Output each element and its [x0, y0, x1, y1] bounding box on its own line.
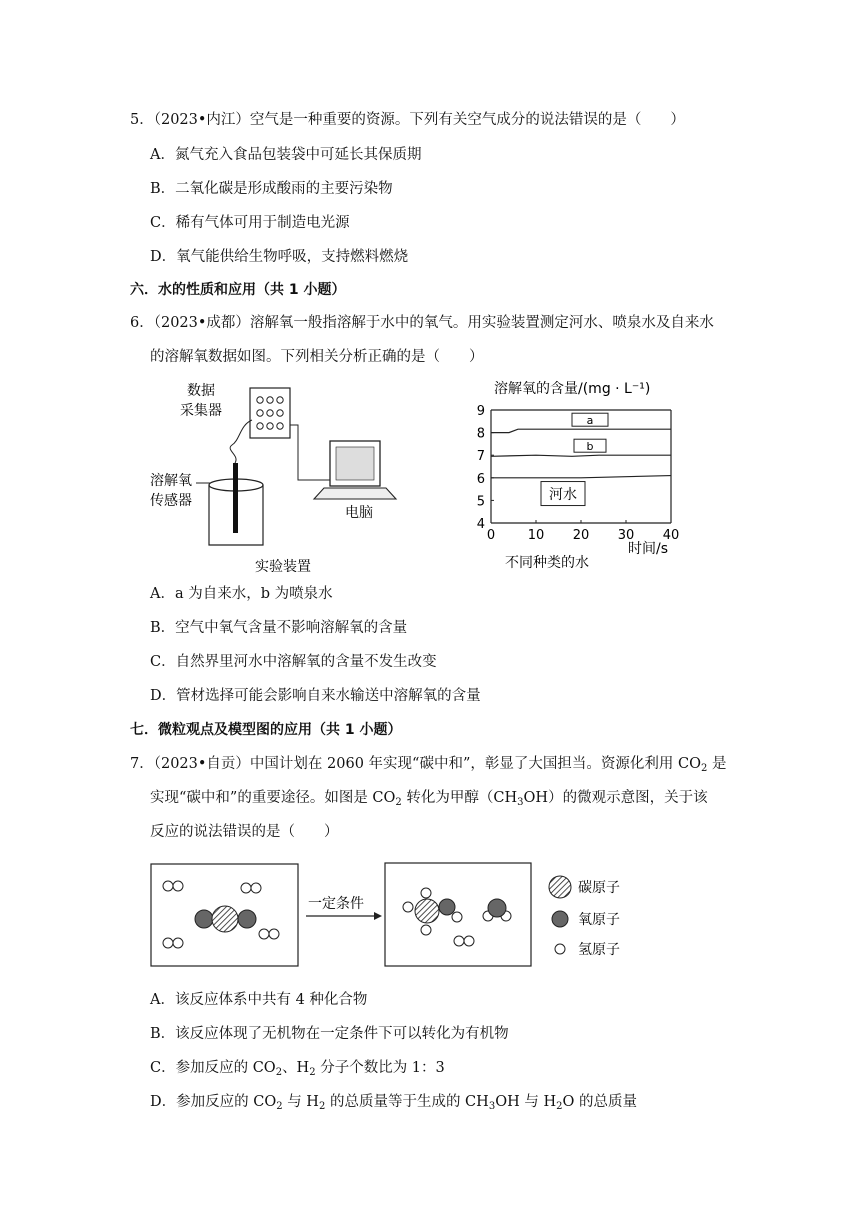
y-tick-label: 8	[476, 426, 485, 442]
q6-option-b: B．空气中氧气含量不影响溶解氧的含量	[150, 620, 408, 636]
dissolved-oxygen-chart	[470, 375, 700, 575]
reaction-arrow-head	[374, 912, 382, 920]
sensor-label-line1: 溶解氧	[150, 473, 192, 489]
chart-xlabel: 时间/s	[628, 541, 669, 557]
sensor-label-line2: 传感器	[150, 493, 192, 509]
q6-option-a: A．a 为自来水，b 为喷泉水	[150, 586, 333, 602]
hydrogen-atom-icon	[555, 944, 565, 954]
reaction-condition-label: 一定条件	[308, 896, 364, 912]
sensor-cable	[230, 420, 252, 463]
computer-cable	[290, 425, 330, 480]
series-line-2	[491, 476, 671, 478]
series-label-0: a	[586, 413, 594, 427]
section-6-heading: 六．水的性质和应用（共 1 小题）	[130, 282, 346, 298]
computer-label: 电脑	[345, 505, 373, 521]
q5-option-a: A．氮气充入食品包装袋中可延长其保质期	[150, 147, 422, 163]
x-tick-label: 10	[527, 528, 545, 543]
legend-oxygen-label: 氧原子	[578, 912, 620, 928]
q7-option-a: A．该反应体系中共有 4 种化合物	[150, 992, 368, 1008]
chart-series	[491, 429, 671, 478]
q5-stem: 5．（2023•内江）空气是一种重要的资源。下列有关空气成分的说法错误的是（ ）	[130, 112, 685, 128]
experiment-apparatus-figure	[140, 375, 430, 575]
series-label-2: 河水	[549, 486, 577, 503]
collector-label-line1: 数据	[187, 383, 215, 399]
q5-option-b: B．二氧化碳是形成酸雨的主要污染物	[150, 181, 393, 197]
q7-option-c: C．参加反应的 $CO_2$、$H_2$ 分子个数比为 1：3	[150, 1060, 445, 1078]
collector-buttons	[257, 397, 283, 429]
q7-stem-line1: 7．（2023•自贡）中国计划在 2060 年实现“碳中和”，彰显了大国担当。资源化利用 $CO_2$ 是	[130, 756, 727, 774]
oxygen-sensor-probe	[233, 463, 238, 533]
x-tick-label: 30	[617, 528, 635, 543]
oxygen-atom-icon	[552, 911, 568, 927]
apparatus-caption: 实验装置	[255, 559, 311, 575]
q5-option-c: C．稀有气体可用于制造电光源	[150, 215, 350, 231]
x-tick-label: 20	[572, 528, 590, 543]
q7-stem-line2: 实现“碳中和”的重要途径。如图是 $CO_2$ 转化为甲醇$(CH_3OH)$的微观示意图，关于该	[150, 790, 708, 808]
series-line-1	[491, 455, 671, 456]
q6-option-c: C．自然界里河水中溶解氧的含量不发生改变	[150, 654, 437, 670]
q7-option-b: B．该反应体现了无机物在一定条件下可以转化为有机物	[150, 1026, 509, 1042]
q5-option-d: D．氧气能供给生物呼吸，支持燃料燃烧	[150, 249, 409, 265]
section-7-heading: 七．微粒观点及模型图的应用（共 1 小题）	[130, 722, 402, 738]
y-tick-label: 6	[476, 471, 485, 487]
y-tick-label: 5	[476, 494, 485, 510]
molecular-model-diagram	[148, 860, 638, 970]
q6-stem-line2: 的溶解氧数据如图。下列相关分析正确的是（ ）	[150, 349, 484, 365]
chart-ylabel: 溶解氧的含量/(mg · L⁻¹)	[494, 381, 651, 397]
legend-carbon-label: 碳原子	[578, 880, 620, 896]
chart-series-labels	[541, 413, 608, 505]
y-tick-label: 4	[476, 517, 485, 532]
q6-stem-line1: 6．（2023•成都）溶解氧一般指溶解于水中的氧气。用实验装置测定河水、喷泉水及自来水	[130, 315, 714, 331]
q7-stem-line3: 反应的说法错误的是（ ）	[150, 824, 339, 840]
x-tick-label: 40	[662, 528, 680, 543]
co2-molecule	[195, 906, 256, 932]
chart-axes	[491, 410, 671, 523]
x-tick-label: 0	[486, 528, 496, 543]
q6-option-d: D．管材选择可能会影响自来水输送中溶解氧的含量	[150, 688, 481, 704]
computer-screen-display	[336, 447, 374, 480]
y-tick-label: 9	[476, 404, 485, 419]
series-line-0	[491, 429, 671, 432]
computer-keyboard	[314, 488, 396, 499]
q7-option-d: D．参加反应的 $CO_2$ 与 $H_2$ 的总质量等于生成的 $CH_3OH$ 与 $H_2O$ 的总质量	[150, 1094, 637, 1112]
carbon-atom-icon	[549, 876, 571, 898]
legend-hydrogen-label: 氢原子	[578, 942, 620, 958]
chart-caption: 不同种类的水	[505, 555, 589, 571]
y-tick-label: 7	[476, 449, 485, 465]
series-label-1: b	[586, 439, 594, 453]
collector-label-line2: 采集器	[180, 403, 222, 419]
